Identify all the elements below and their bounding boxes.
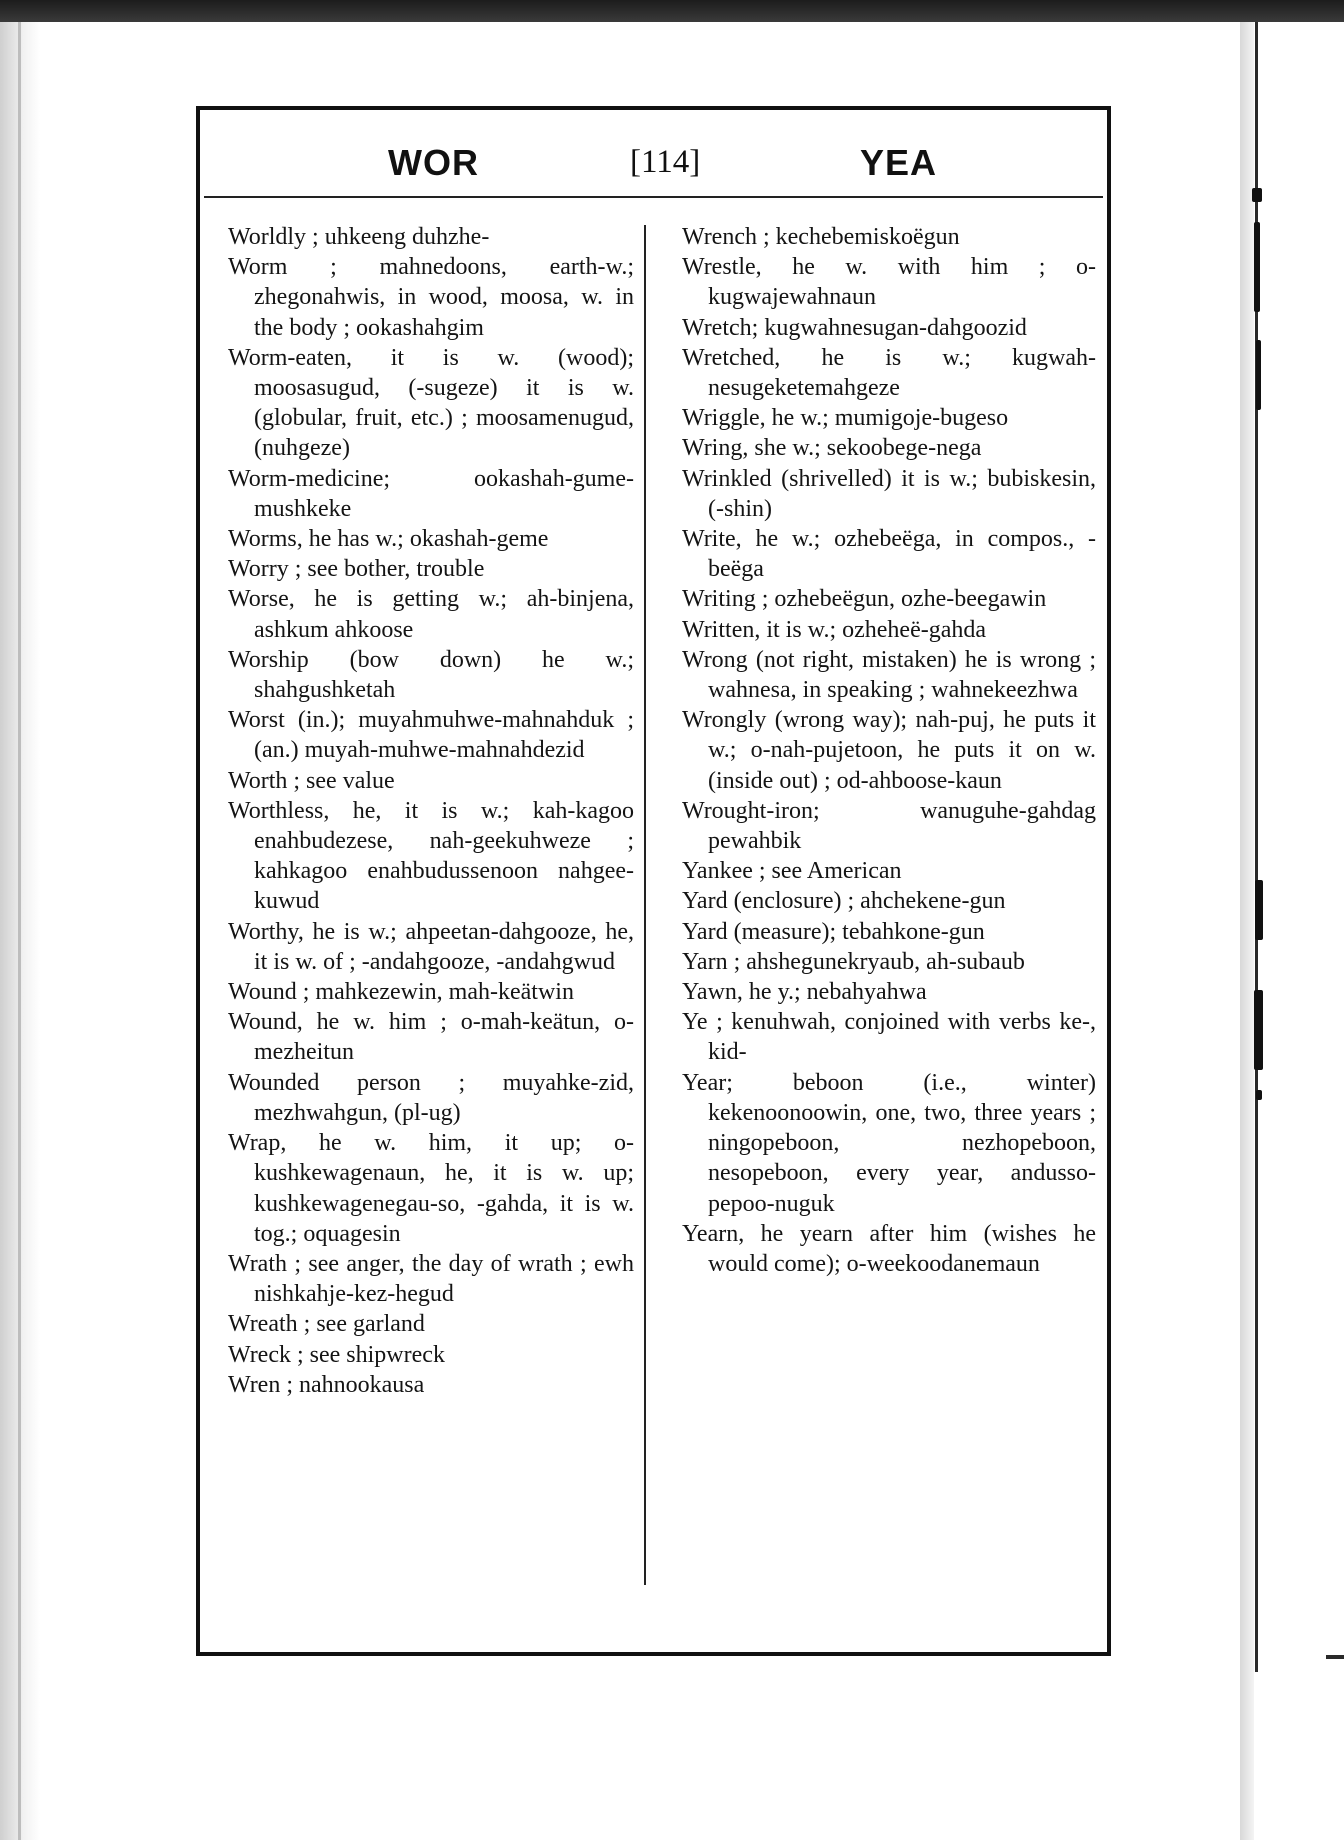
dictionary-entry: Wrongly (wrong way); nah-puj, he puts it w.; o-nah-pujetoon, he puts it on w. (inside out) ; od-ahboose-kaun (682, 707, 1096, 794)
dictionary-entry: Writing ; ozhebeëgun, ozhe-beegawin (682, 586, 1047, 613)
dictionary-entry: Wren ; nahnookausa (228, 1371, 425, 1398)
column-divider (644, 225, 646, 1585)
dictionary-entry: Worse, he is getting w.; ah-binjena, ashkum ahkoose (228, 586, 634, 643)
dictionary-entry: Worldly ; uhkeeng duhzhe- (228, 224, 490, 250)
ink-bleed-mark (1254, 222, 1260, 312)
dictionary-entry: Year; beboon (i.e., winter) kekenoonoowin, one, two, three years ; ningopeboon, nezhopeboon, nesopeboon, every year, andusso-pepoo-nuguk (682, 1069, 1096, 1217)
dictionary-entry: Wrong (not right, mistaken) he is wrong ; wahnesa, in speaking ; wahnekeezhwa (682, 646, 1096, 704)
dictionary-entry: Wrath ; see anger, the day of wrath ; ewh nishkahje-kez-hegud (228, 1250, 634, 1308)
dictionary-entry: Worm-eaten, it is w. (wood); moosasugud, (-sugeze) it is w. (globular, fruit, etc.) ; moosamenugud, (nuhgeze) (228, 344, 634, 462)
ink-bleed-mark (1252, 188, 1262, 202)
dictionary-entry: Worship (bow down) he w.; shahgushketah (228, 646, 634, 704)
dictionary-entry: Wrap, he w. him, it up; o-kushkewagenaun, he, it is w. up; kushkewagenegau-so, -gahda, it is w. tog.; oquagesin (228, 1130, 634, 1247)
dictionary-entry: Worst (in.); muyahmuhwe-mahnahduk ; (an.) muyah-muhwe-mahnahdezid (228, 707, 634, 764)
page-header (200, 110, 1107, 196)
dictionary-entry: Wrought-iron; wanuguhe-gahdag pewahbik (682, 797, 1096, 855)
dictionary-entry: Yankee ; see American (682, 858, 902, 885)
ink-bleed-mark (1254, 990, 1263, 1070)
dictionary-entry: Yarn ; ahshegunekryaub, ah-subaub (682, 948, 1025, 975)
dictionary-entry: Worthless, he, it is w.; kah-kagoo enahbudezese, nah-geekuhweze ; kahkagoo enahbudussenoon nahgee-kuwud (228, 797, 634, 915)
dictionary-entry: Wreath ; see garland (228, 1311, 425, 1338)
page-number: [114] (630, 144, 701, 180)
dictionary-entry: Wring, she w.; sekoobege-nega (682, 435, 982, 462)
ink-bleed-mark (1256, 340, 1261, 410)
book-page-edge (0, 22, 40, 1840)
dictionary-entry: Yearn, he yearn after him (wishes he would come); o-weekoodanemaun (682, 1220, 1096, 1277)
ink-bleed-mark (1255, 880, 1263, 940)
dictionary-entry: Worms, he has w.; okashah-geme (228, 526, 549, 553)
dictionary-entry: Wretch; kugwahnesugan-dahgoozid (682, 314, 1027, 341)
book-gutter (1240, 22, 1254, 1840)
dictionary-entry: Worth ; see value (228, 767, 395, 794)
right-guide-word: YEA (860, 142, 938, 183)
next-page-frame-corner (1326, 1655, 1344, 1659)
scan-top-shadow (0, 0, 1344, 22)
left-guide-word: WOR (388, 142, 479, 183)
dictionary-entry: Ye ; kenuhwah, conjoined with verbs ke-, kid- (682, 1009, 1096, 1066)
left-column (228, 222, 634, 1400)
dictionary-entry: Wrestle, he w. with him ; o-kugwajewahnaun (682, 254, 1096, 311)
dictionary-entry: Worm-medicine; ookashah-gume-mushkeke (228, 465, 634, 522)
right-column (682, 222, 1096, 1279)
dictionary-entry: Yawn, he y.; nebahyahwa (682, 979, 927, 1006)
dictionary-page-frame (196, 106, 1111, 1656)
dictionary-entry: Written, it is w.; ozheheë-gahda (682, 616, 987, 643)
dictionary-entry: Wound ; mahkezewin, mah-keätwin (228, 979, 574, 1006)
dictionary-entry: Wretched, he is w.; kugwah-nesugeketemahgeze (682, 344, 1096, 402)
dictionary-entry: Wrench ; kechebemiskoëgun (682, 224, 960, 250)
dictionary-entry: Worm ; mahnedoons, earth-w.; zhegonahwis, in wood, moosa, w. in the body ; ookashahgim (228, 254, 634, 341)
ink-bleed-mark (1256, 1090, 1262, 1100)
dictionary-entry: Yard (enclosure) ; ahchekene-gun (682, 888, 1006, 915)
dictionary-entry: Wriggle, he w.; mumigoje-bugeso (682, 405, 1009, 432)
dictionary-entry: Write, he w.; ozhebeëga, in compos., -beëga (682, 526, 1096, 583)
dictionary-entry: Yard (measure); tebahkone-gun (682, 918, 985, 945)
dictionary-entry: Wounded person ; muyahke-zid, mezhwahgun, (pl-ug) (228, 1069, 634, 1126)
dictionary-entry: Worry ; see bother, trouble (228, 556, 485, 583)
dictionary-entry: Wreck ; see shipwreck (228, 1341, 445, 1368)
dictionary-entry: Wound, he w. him ; o-mah-keätun, o-mezheitun (228, 1009, 634, 1066)
header-divider (204, 196, 1103, 198)
dictionary-entry: Wrinkled (shrivelled) it is w.; bubiskesin, (-shin) (682, 465, 1096, 522)
dictionary-entry: Worthy, he is w.; ahpeetan-dahgooze, he, it is w. of ; -andahgooze, -andahgwud (228, 918, 634, 975)
